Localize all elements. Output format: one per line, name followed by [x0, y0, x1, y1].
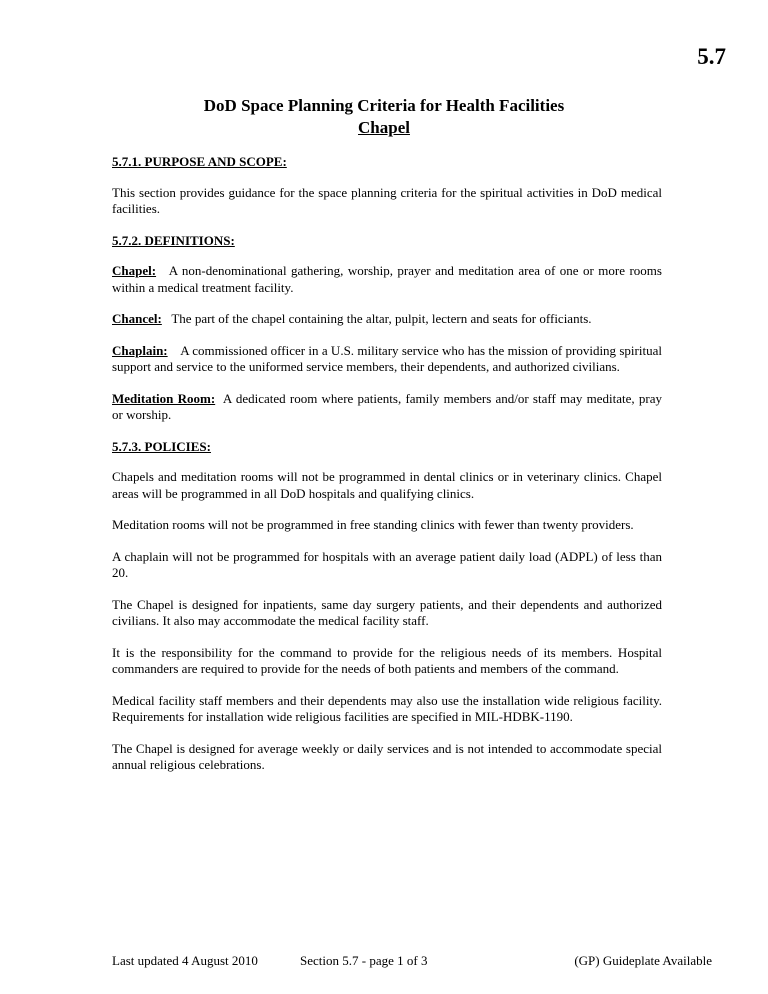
policy-paragraph: The Chapel is designed for average weekly or daily services and is not intended to accommodate special annual religious celebrations. [112, 740, 662, 772]
document-title: DoD Space Planning Criteria for Health Facilities [203, 96, 565, 115]
policy-paragraph: Meditation rooms will not be programmed in free standing clinics with fewer than twenty providers. [112, 517, 634, 532]
section-number: 5.7 [697, 44, 726, 69]
purpose-heading: 5.7.1. PURPOSE AND SCOPE: [112, 154, 287, 169]
document-body [112, 154, 662, 789]
policy-paragraph: Chapels and meditation rooms will not be programmed in dental clinics or in veterinary clinics. Chapel areas will be programmed in all DoD hospitals and qualifying clinics. [112, 469, 662, 501]
definition-term: Chancel: [112, 311, 162, 326]
definition-text: A non-denominational gathering, worship, prayer and meditation area of one or more rooms within a medical treatment facility. [112, 263, 662, 295]
definition-term: Meditation Room: [112, 390, 216, 406]
policies-heading: 5.7.3. POLICIES: [112, 438, 211, 454]
policy-paragraph: The Chapel is designed for inpatients, same day surgery patients, and their dependents and authorized civilians. It also may accommodate the medical facility staff. [112, 596, 662, 628]
footer-guideplate-note: (GP) Guideplate Available [574, 953, 712, 968]
footer-page-number: Section 5.7 - page 1 of 3 [300, 953, 428, 968]
definition-chaplain [112, 343, 662, 376]
policy-paragraph: It is the responsibility for the command to provide for the religious needs of its members. Hospital commanders are required to provide for the needs of both patients and members of the command. [112, 644, 662, 676]
definition-text: The part of the chapel containing the altar, pulpit, lectern and seats for officiants. [171, 311, 592, 326]
definition-chapel [112, 263, 662, 296]
definition-text: A commissioned officer in a U.S. military service who has the mission of providing spiritual support and service to the uniformed service members, their dependents, and authorized civilians. [112, 342, 662, 374]
policy-paragraph: A chaplain will not be programmed for hospitals with an average patient daily load (ADPL) of less than 20. [112, 548, 662, 580]
policy-paragraph: Medical facility staff members and their dependents may also use the installation wide religious facility. Requirements for installation wide religious facilities are specified in MIL-HDBK-1190. [112, 692, 662, 724]
definitions-heading: 5.7.2. DEFINITIONS: [112, 232, 235, 248]
definition-chancel [112, 311, 662, 328]
definition-text: A dedicated room where patients, family members and/or staff may meditate, pray or worship. [112, 390, 662, 422]
document-subtitle: Chapel [358, 118, 410, 137]
purpose-text: This section provides guidance for the space planning criteria for the spiritual activities in DoD medical facilities. [112, 184, 662, 216]
definition-term: Chapel: [112, 263, 157, 278]
definition-term: Chaplain: [112, 342, 168, 358]
footer-updated: Last updated 4 August 2010 [112, 953, 258, 968]
definition-meditation-room [112, 391, 662, 424]
